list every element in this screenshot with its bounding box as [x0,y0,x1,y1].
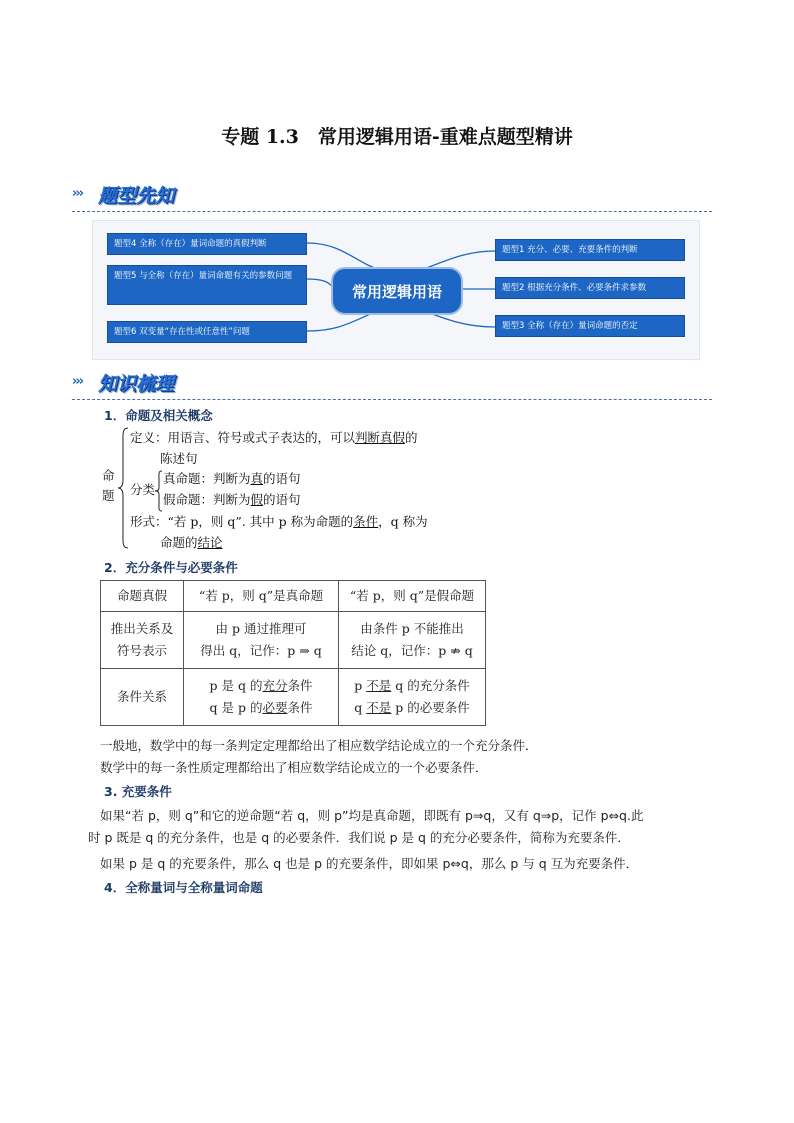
outer-brace [116,426,130,550]
paragraph-iff-3: 如果 p 是 q 的充要条件，那么 q 也是 p 的充要条件，即如果 p⇔q，那么 p 与 q 互为充要条件． [100,856,639,871]
mind-map [92,220,700,360]
banner-text: 知识梳理 [98,373,175,395]
condition-table [100,580,486,726]
table-cell: 由 p 通过推理可 得出 q，记作：p ⇒ q [184,612,339,669]
paragraph-iff-2: 时 p 既是 q 的充分条件，也是 q 的必要条件．我们说 p 是 q 的充分必要条件，简称为充要条件． [88,830,630,845]
table-row [101,581,486,612]
dashed-divider [72,399,712,400]
table-header-cell: “若 p，则 q”是真命题 [184,581,339,612]
table-cell: 由条件 p 不能推出 结论 q，记作：p ⇏ q [339,612,486,669]
proposition-label: 命 题 [102,468,115,503]
false-proposition-line: 假命题：判断为假的语句 [163,492,301,507]
table-row [101,669,486,726]
table-cell: p 不是 q 的充分条件 q 不是 p 的必要条件 [339,669,486,726]
mind-map-node-type3: 题型3 全称（存在）量词命题的否定 [495,315,685,337]
triple-arrow-icon: ››› [72,374,83,389]
section-heading-3: 3. 充要条件 [104,784,172,799]
mind-map-node-type6: 题型6 双变量“存在性或任意性”问题 [107,321,307,343]
section-heading-4: 4．全称量词与全称量词命题 [104,880,263,895]
table-header-cell: 命题真假 [101,581,184,612]
page-title: 专题 1.3 常用逻辑用语-重难点题型精讲 [221,126,573,148]
mind-map-node-type5: 题型5 与全称（存在）量词命题有关的参数问题 [107,265,307,305]
paragraph-iff-1: 如果“若 p，则 q”和它的逆命题“若 q，则 p”均是真命题，即既有 p⇒q，又有 q⇒p，记作 p⇔q.此 [100,808,644,823]
mind-map-node-type2: 题型2 根据充分条件、必要条件求参数 [495,277,685,299]
section-heading-1: 1．命题及相关概念 [104,408,213,423]
banner-text: 题型先知 [98,185,175,207]
mind-map-node-type4: 题型4 全称（存在）量词命题的真假判断 [107,233,307,255]
mind-map-node-type1: 题型1 充分、必要、充要条件的判断 [495,239,685,261]
definition-line-1: 定义：用语言、符号或式子表达的，可以判断真假的 [130,430,418,445]
form-line-1: 形式：“若 p，则 q”. 其中 p 称为命题的条件，q 称为 [130,514,428,529]
connector-left-2 [307,279,333,287]
mind-map-center: 常用逻辑用语 [331,267,463,315]
form-line-2: 命题的结论 [160,535,223,550]
note-necessary: 数学中的每一条性质定理都给出了相应数学结论成立的一个必要条件． [100,760,488,775]
table-header-cell: “若 p，则 q”是假命题 [339,581,486,612]
section-banner-knowledge [72,368,712,400]
table-row [101,612,486,669]
table-cell: 推出关系及 符号表示 [101,612,184,669]
classification-label: 分类 [130,482,156,497]
section-heading-2: 2．充分条件与必要条件 [104,560,238,575]
dashed-divider [72,211,712,212]
section-banner-overview [72,180,712,212]
true-proposition-line: 真命题：判断为真的语句 [163,471,301,486]
triple-arrow-icon: ››› [72,186,83,201]
definition-line-2: 陈述句 [160,451,198,466]
table-cell: 条件关系 [101,669,184,726]
table-cell: p 是 q 的充分条件 q 是 p 的必要条件 [184,669,339,726]
note-sufficient: 一般地，数学中的每一条判定定理都给出了相应数学结论成立的一个充分条件． [100,738,538,753]
